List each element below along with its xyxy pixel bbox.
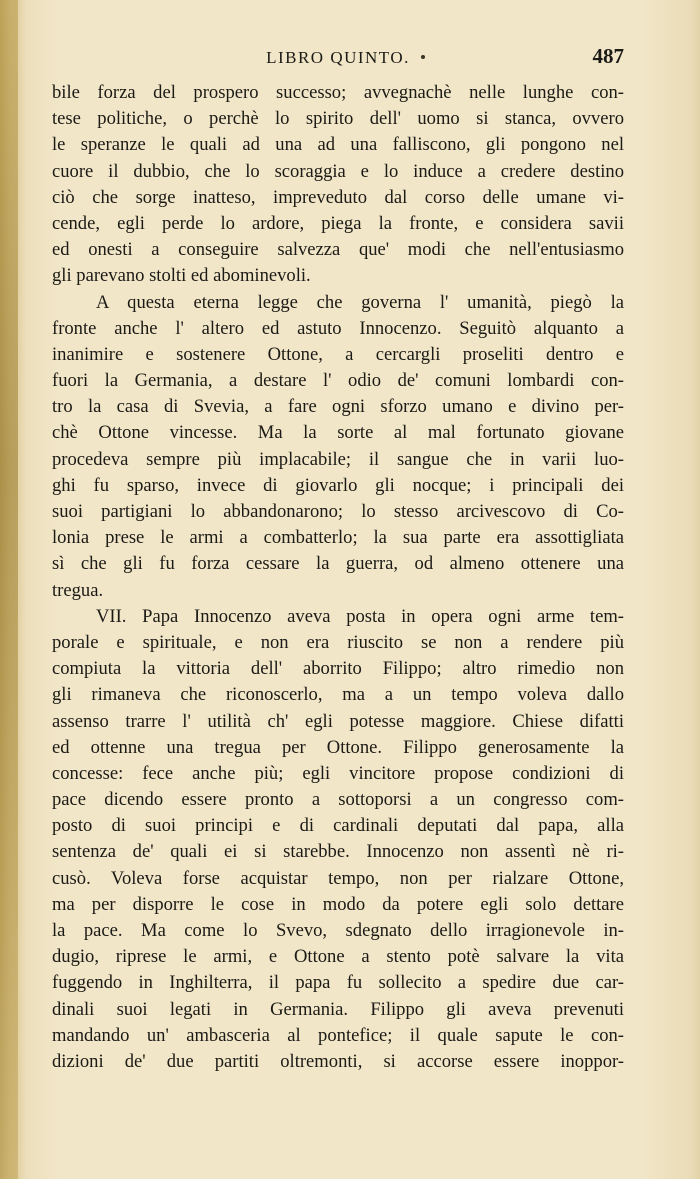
- text-line: chè Ottone vincesse. Ma la sorte al mal fortunato giovane: [52, 422, 624, 444]
- text-line: dinali suoi legati in Germania. Filippo gli aveva prevenuti: [52, 998, 624, 1020]
- page-header: [52, 44, 624, 74]
- text-line: fuggendo in Inghilterra, il papa fu sollecito a spedire due car-: [52, 972, 624, 994]
- text-line: ciò che sorge inatteso, impreveduto dal corso delle umane vi-: [52, 186, 624, 208]
- text-line: compiuta la vittoria dell' aborrito Filippo; altro rimedio non: [52, 658, 624, 680]
- text-line: A questa eterna legge che governa l' umanità, piegò la: [96, 291, 624, 313]
- text-line: la pace. Ma come lo Svevo, sdegnato dello irragionevole in-: [52, 920, 624, 941]
- text-line: suoi partigiani lo abbandonarono; lo stesso arcivescovo di Co-: [52, 501, 624, 522]
- text-line: dizioni de' due partiti oltremonti, si accorse essere inoppor-: [52, 1050, 624, 1072]
- text-line: le speranze le quali ad una ad una falliscono, gli pongono nel: [52, 134, 624, 156]
- text-line: tese politiche, o perchè lo spirito dell' uomo si stanca, ovvero: [52, 108, 624, 130]
- body-text: [52, 80, 624, 1075]
- text-line: dugio, riprese le armi, e Ottone a stento potè salvare la vita: [52, 946, 624, 968]
- text-line: ed onesti a conseguire salvezza que' modi che nell'entusiasmo: [52, 239, 624, 261]
- text-line: ed ottenne una tregua per Ottone. Filippo generosamente la: [52, 736, 624, 758]
- page-number: 487: [592, 44, 624, 68]
- text-line: fuori la Germania, a destare l' odio de' comuni lombardi con-: [52, 370, 624, 392]
- text-line: posto di suoi principi e di cardinali deputati dal papa, alla: [52, 815, 624, 837]
- text-line: procedeva sempre più implacabile; il sangue che in varii luo-: [52, 448, 624, 470]
- text-line: cuore il dubbio, che lo scoraggia e lo induce a credere destino: [52, 160, 624, 182]
- text-line: mandando un' ambasceria al pontefice; il quale sapute le con-: [52, 1024, 624, 1046]
- text-line: gli parevano stolti ed abominevoli.: [52, 265, 311, 287]
- text-line: sentenza de' quali ei si starebbe. Innocenzo non assentì nè ri-: [52, 841, 624, 863]
- text-line: cusò. Voleva forse acquistar tempo, non per rialzare Ottone,: [52, 867, 624, 889]
- text-line: cende, egli perde lo ardore, piega la fronte, e considera savii: [52, 212, 624, 234]
- text-line: bile forza del prospero successo; avvegnachè nelle lunghe con-: [52, 82, 624, 103]
- text-line: ma per disporre le cose in modo da potere egli solo dettare: [52, 893, 624, 915]
- text-line: ghi fu sparso, invece di giovarlo gli nocque; i principali dei: [52, 474, 624, 496]
- text-line: pace dicendo essere pronto a sottoporsi a un congresso com-: [52, 789, 624, 811]
- text-line: inanimire e sostenere Ottone, a cercargli proseliti dentro e: [52, 343, 624, 365]
- text-line: lonia prese le armi a combatterlo; la sua parte era assottigliata: [52, 527, 624, 549]
- text-line: tregua.: [52, 579, 104, 601]
- text-line: assenso trarre l' utilità ch' egli potesse maggiore. Chiese difatti: [52, 710, 624, 732]
- text-line: fronte anche l' altero ed astuto Innocenzo. Seguitò alquanto a: [52, 317, 624, 339]
- text-line: gli rimaneva che riconoscerlo, ma a un tempo voleva dallo: [52, 684, 624, 706]
- text-line: VII. Papa Innocenzo aveva posta in opera ogni arme tem-: [96, 605, 624, 627]
- text-line: sì che gli fu forza cessare la guerra, od almeno ottenere una: [52, 553, 624, 575]
- page-gutter-shadow: [0, 0, 18, 1179]
- text-line: porale e spirituale, e non era riuscito se non a rendere più: [52, 631, 624, 653]
- text-line: tro la casa di Svevia, a fare ogni sforzo umano e divino per-: [52, 396, 624, 418]
- text-line: concesse: fece anche più; egli vincitore propose condizioni di: [52, 762, 624, 784]
- running-title: LIBRO QUINTO.: [266, 48, 410, 67]
